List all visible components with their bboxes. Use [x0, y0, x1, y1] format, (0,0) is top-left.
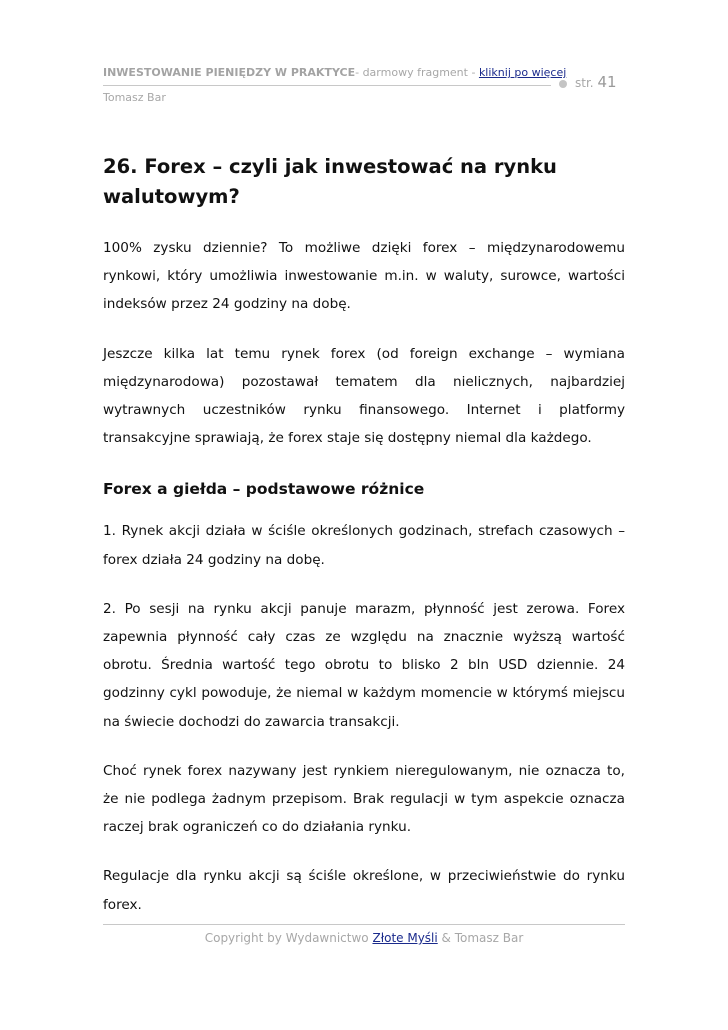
more-link[interactable]: kliknij po więcej	[478, 66, 567, 79]
page-header	[103, 66, 628, 104]
fragment-text: - darmowy fragment -	[355, 66, 479, 79]
page-number-value: 41	[597, 73, 617, 91]
page-number	[575, 73, 617, 91]
footer-divider	[103, 924, 625, 925]
paragraph: 1. Rynek akcji działa w ściśle określonych godzinach, strefach czasowych – forex działa 24 godziny na dobę.	[103, 523, 625, 568]
header-author: Tomasz Bar	[103, 91, 166, 104]
paragraph: Regulacje dla rynku akcji są ściśle określone, w przeciwieństwie do rynku forex.	[103, 868, 625, 913]
header-divider	[103, 85, 551, 86]
chapter-title: 26. Forex – czyli jak inwestować na rynku walutowym?	[103, 155, 557, 208]
section-title: Forex a giełda – podstawowe różnice	[103, 480, 425, 499]
paragraph: 100% zysku dziennie? To możliwe dzięki forex – międzynarodowemu rynkowi, który umożliwia inwestowanie m.in. w waluty, surowce, wartości indeksów przez 24 godziny na dobę.	[103, 240, 625, 313]
copyright-prefix: Copyright by Wydawnictwo	[204, 931, 373, 945]
page-footer	[103, 931, 625, 945]
paragraph: Jeszcze kilka lat temu rynek forex (od foreign exchange – wymiana międzynarodowa) pozostawał tematem dla nielicznych, najbardziej wytrawnych uczestników rynku finansowego. Internet i platformy transakcyjne sprawiają, że forex staje się dostępny niemal dla każdego.	[103, 345, 625, 447]
book-title: INWESTOWANIE PIENIĘDZY W PRAKTYCE	[103, 66, 356, 79]
page-content	[103, 152, 625, 919]
paragraph: 2. Po sesji na rynku akcji panuje marazm, płynność jest zerowa. Forex zapewnia płynność cały czas ze względu na znacznie wyższą wartość obrotu. Średnia wartość tego obrotu to blisko 2 bln USD dziennie. 24 godzinny cykl powoduje, że niemal w każdym momencie w którymś miejscu na świecie dochodzi do zawarcia transakcji.	[103, 600, 625, 730]
page-label: str.	[575, 76, 594, 90]
paragraph: Choć rynek forex nazywany jest rynkiem nieregulowanym, nie oznacza to, że nie podlega żadnym przepisom. Brak regulacji w tym aspekcie oznacza raczej brak ograniczeń co do działania rynku.	[103, 762, 625, 836]
copyright-suffix: & Tomasz Bar	[437, 931, 524, 945]
header-line	[103, 66, 628, 80]
bullet-dot-icon	[559, 80, 567, 88]
publisher-link[interactable]: Złote Myśli	[372, 931, 438, 945]
